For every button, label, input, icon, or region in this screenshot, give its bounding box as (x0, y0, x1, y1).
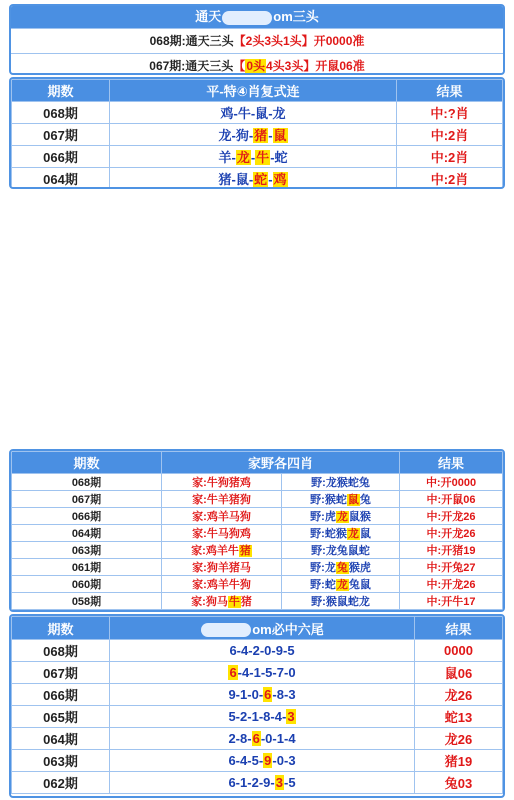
combo-cell (110, 124, 397, 146)
zodiac-text: 家:鸡羊牛狗 (192, 579, 251, 591)
zodiac-text: 家:牛马狗鸡 (192, 528, 251, 540)
table-row (12, 542, 503, 559)
separator: - (247, 753, 252, 768)
separator: - (282, 643, 288, 658)
tail-digit: 5 (265, 665, 273, 680)
zodiac-item: 鼠 (273, 128, 287, 143)
period-cell: 062期 (12, 772, 110, 794)
combo-cell (110, 102, 397, 124)
col-period: 期数 (12, 452, 162, 474)
separator: - (247, 731, 252, 746)
result-cell: 龙26 (415, 728, 503, 750)
tail-digit: 0 (276, 753, 284, 768)
three-heads-row: 067期:通天三头【0头4头3头】开鼠06准 (11, 53, 503, 75)
separator: - (258, 687, 264, 702)
tail-digit: 4 (288, 731, 296, 746)
period-cell: 067期 (12, 662, 110, 684)
tail-digit: 4 (240, 753, 248, 768)
period-cell: 066期 (12, 508, 162, 525)
tail-digit: 2 (251, 775, 259, 790)
separator: - (271, 643, 276, 658)
table-row (12, 559, 503, 576)
zodiac-text: 家:牛狗猪鸡 (192, 477, 251, 489)
period-cell: 066期 (12, 684, 110, 706)
zodiac-highlight: 龙 (347, 528, 359, 540)
tail-digit: 5 (228, 709, 236, 724)
tail-digit: 6 (228, 775, 236, 790)
separator: - (248, 172, 254, 187)
tails-cell (110, 728, 415, 750)
separator: - (237, 665, 243, 680)
separator: - (272, 731, 277, 746)
tail-digit: 6 (228, 753, 236, 768)
tail-digit: 0 (251, 687, 259, 702)
result-cell: 中:开猪19 (400, 542, 503, 559)
period-cell: 067期 (12, 124, 110, 146)
home-cell (162, 542, 282, 559)
separator: - (235, 753, 241, 768)
tail-digit: 4 (242, 665, 250, 680)
separator: - (236, 643, 242, 658)
tail-digit: 3 (275, 775, 283, 790)
table-row (12, 102, 503, 124)
result-cell: 中:开兔27 (400, 559, 503, 576)
table-row (12, 124, 503, 146)
result-cell: 中:开龙26 (400, 576, 503, 593)
zodiac-text: 野:龙 (310, 562, 336, 574)
period-cell: 064期 (12, 525, 162, 542)
zodiac-item: 猪 (254, 128, 268, 143)
separator: - (270, 775, 275, 790)
wild-cell (282, 491, 400, 508)
separator: - (231, 172, 236, 187)
zodiac-text: 家:牛羊猪狗 (192, 494, 251, 506)
zodiac-item: 鼠 (255, 106, 269, 121)
period-cell: 067期 (12, 491, 162, 508)
col-combo: 平-特④肖复式连 (110, 80, 397, 102)
zodiac-highlight: 猪 (239, 545, 251, 557)
zodiac-item: 蛇 (254, 172, 268, 187)
separator: - (272, 687, 277, 702)
period-cell: 064期 (12, 728, 110, 750)
result-cell: 中:开鼠06 (400, 491, 503, 508)
result-cell: 中:开牛17 (400, 593, 503, 610)
tail-digit: 1 (251, 709, 259, 724)
zodiac-text: 野:猴蛇 (310, 494, 347, 506)
tail-digit: 2 (228, 731, 236, 746)
table-header-row (12, 452, 503, 474)
table-row (12, 168, 503, 190)
separator: - (272, 665, 277, 680)
combo-cell (110, 168, 397, 190)
period-cell: 063期 (12, 750, 110, 772)
zodiac-text: 猪 (240, 596, 252, 608)
separator: - (235, 687, 241, 702)
tail-digit: 3 (287, 709, 295, 724)
three-heads-row: 068期:通天三头【2头3头1头】开0000准 (11, 28, 503, 53)
table-row (12, 593, 503, 610)
period-cell: 066期 (12, 146, 110, 168)
home-wild-table (11, 451, 503, 610)
tail-digit: 1 (253, 665, 261, 680)
tail-digit: 4 (241, 643, 249, 658)
separator: - (247, 687, 252, 702)
zodiac-item: 羊 (218, 150, 232, 165)
zodiac-text: 野:龙猴蛇兔 (311, 477, 370, 489)
period-cell: 064期 (12, 168, 110, 190)
result-cell: 中:2肖 (397, 168, 503, 190)
separator: - (259, 643, 265, 658)
result-cell: 中:2肖 (397, 146, 503, 168)
tails-cell (110, 772, 415, 794)
separator: - (247, 775, 252, 790)
separator: - (235, 731, 241, 746)
result-cell: 中:开龙26 (400, 525, 503, 542)
zodiac-highlight: 龙 (336, 579, 348, 591)
zodiac-text: 野:虎 (310, 511, 336, 523)
zodiac-text: 野:蛇 (310, 579, 336, 591)
period-cell: 068期 (12, 102, 110, 124)
period-cell: 060期 (12, 576, 162, 593)
result-cell: 鼠06 (415, 662, 503, 684)
table-row (12, 525, 503, 542)
tail-digit: 8 (276, 687, 284, 702)
tails-cell (110, 662, 415, 684)
zodiac-highlight: 牛 (228, 596, 240, 608)
table-header-row (12, 617, 503, 640)
wild-cell (282, 593, 400, 610)
tail-digit: 2 (240, 709, 248, 724)
separator: - (231, 128, 236, 143)
zodiac-item: 龙 (236, 150, 250, 165)
table-row (12, 772, 503, 794)
table-row (12, 146, 503, 168)
tail-digit: 5 (287, 643, 295, 658)
period-cell: 061期 (12, 559, 162, 576)
zodiac-item: 龙 (272, 106, 286, 121)
home-cell (162, 559, 282, 576)
table-row (12, 640, 503, 662)
separator: - (235, 775, 241, 790)
col-period: 期数 (12, 617, 110, 640)
tails-cell (110, 750, 415, 772)
result-cell: 中:开0000 (400, 474, 503, 491)
home-cell (162, 576, 282, 593)
separator: - (260, 665, 266, 680)
zodiac-item: 鼠 (235, 172, 249, 187)
separator: - (233, 106, 238, 121)
tail-digit: 6 (229, 665, 237, 680)
blurred-text (222, 11, 272, 25)
separator: - (248, 128, 254, 143)
separator: - (249, 665, 254, 680)
wild-cell (282, 474, 400, 491)
six-tails-panel (9, 614, 505, 798)
tail-digit: 2 (252, 643, 260, 658)
tail-digit: 1 (240, 687, 248, 702)
tails-cell (110, 640, 415, 662)
separator: - (250, 150, 256, 165)
table-row (12, 728, 503, 750)
table-row (12, 684, 503, 706)
table-row (12, 474, 503, 491)
tail-digit: 9 (264, 753, 272, 768)
separator: - (283, 753, 289, 768)
home-cell (162, 508, 282, 525)
tail-digit: 9 (228, 687, 236, 702)
home-cell (162, 474, 282, 491)
table-row (12, 491, 503, 508)
six-tails-table (11, 616, 503, 794)
separator: - (270, 709, 275, 724)
zodiac-text: 鼠猴 (348, 511, 371, 523)
col-result: 结果 (415, 617, 503, 640)
period-cell: 065期 (12, 706, 110, 728)
zodiac-text: 鼠 (359, 528, 371, 540)
separator: - (268, 128, 273, 143)
period-cell: 068期 (12, 474, 162, 491)
separator: - (268, 106, 273, 121)
col-result: 结果 (397, 80, 503, 102)
table-row (12, 662, 503, 684)
table-row (12, 750, 503, 772)
zodiac-item: 龙 (218, 128, 232, 143)
col-period: 期数 (12, 80, 110, 102)
result-cell: 龙26 (415, 684, 503, 706)
wild-cell (282, 576, 400, 593)
separator: - (281, 709, 287, 724)
three-heads-panel (9, 4, 505, 75)
blurred-text (201, 623, 251, 637)
zodiac-highlight: 龙 (336, 511, 348, 523)
zodiac-text: 猴虎 (348, 562, 371, 574)
home-cell (162, 593, 282, 610)
combo-cell (110, 146, 397, 168)
tail-digit: 3 (288, 753, 296, 768)
separator: - (235, 709, 241, 724)
period-cell: 058期 (12, 593, 162, 610)
separator: - (283, 687, 289, 702)
tail-digit: 1 (240, 775, 248, 790)
separator: - (248, 643, 253, 658)
tail-digit: 0 (288, 665, 296, 680)
separator: - (258, 709, 264, 724)
tail-digit: 5 (251, 753, 259, 768)
wild-cell (282, 508, 400, 525)
zodiac-text: 家:狗羊猪马 (192, 562, 251, 574)
separator: - (283, 665, 289, 680)
tail-digit: 6 (264, 687, 272, 702)
period-cell: 068期 (12, 640, 110, 662)
zodiac-text: 家:鸡羊牛 (191, 545, 239, 557)
result-cell: 蛇13 (415, 706, 503, 728)
separator: - (231, 150, 236, 165)
result-cell: 中:2肖 (397, 124, 503, 146)
zodiac-item: 牛 (256, 150, 270, 165)
zodiac-text: 野:龙兔鼠蛇 (311, 545, 370, 557)
wild-cell (282, 559, 400, 576)
zodiac-item: 猪 (218, 172, 232, 187)
wild-cell (282, 542, 400, 559)
result-cell: 兔03 (415, 772, 503, 794)
tails-cell (110, 706, 415, 728)
title-right: om三头 (273, 9, 319, 24)
table-row (12, 706, 503, 728)
zodiac-text: 野:蛇猴 (310, 528, 347, 540)
result-cell: 猪19 (415, 750, 503, 772)
separator: - (260, 731, 266, 746)
col-home-wild: 家野各四肖 (162, 452, 400, 474)
col-six-tails: om必中六尾 (110, 617, 415, 640)
separator: - (258, 753, 264, 768)
separator: - (283, 731, 289, 746)
tail-digit: 9 (275, 643, 283, 658)
col-result: 结果 (400, 452, 503, 474)
zodiac-item: 蛇 (274, 150, 288, 165)
result-cell: 0000 (415, 640, 503, 662)
tail-digit: 4 (274, 709, 282, 724)
result-cell: 中:?肖 (397, 102, 503, 124)
three-heads-title (11, 6, 503, 28)
title-left: 通天 (195, 9, 222, 24)
zodiac-text: 兔鼠 (348, 579, 371, 591)
separator: - (268, 172, 273, 187)
zodiac-item: 鸡 (220, 106, 234, 121)
table-row (12, 576, 503, 593)
tail-digit: 0 (265, 731, 273, 746)
separator: - (270, 150, 275, 165)
separator: - (250, 106, 256, 121)
tail-digit: 0 (264, 643, 272, 658)
result-cell: 中:开龙26 (400, 508, 503, 525)
zodiac-text: 家:鸡羊马狗 (192, 511, 251, 523)
zodiac-item: 牛 (237, 106, 251, 121)
separator: - (258, 775, 264, 790)
zodiac-combo-table (11, 79, 503, 189)
table-header-row (12, 80, 503, 102)
home-cell (162, 491, 282, 508)
zodiac-text: 兔 (359, 494, 371, 506)
wild-cell (282, 525, 400, 542)
tail-digit: 9 (263, 775, 271, 790)
zodiac-text: 家:狗马 (191, 596, 228, 608)
tail-digit: 5 (288, 775, 296, 790)
zodiac-highlight: 鼠 (347, 494, 359, 506)
home-wild-panel (9, 449, 505, 612)
tails-cell (110, 684, 415, 706)
zodiac-item: 狗 (235, 128, 249, 143)
home-cell (162, 525, 282, 542)
zodiac-combo-panel (9, 77, 505, 189)
period-cell: 063期 (12, 542, 162, 559)
separator: - (283, 775, 289, 790)
zodiac-text: 野:猴鼠蛇龙 (311, 596, 370, 608)
tail-digit: 7 (276, 665, 284, 680)
zodiac-item: 鸡 (273, 172, 287, 187)
tail-digit: 8 (263, 709, 271, 724)
table-row (12, 508, 503, 525)
tail-digit: 1 (276, 731, 284, 746)
separator: - (272, 753, 277, 768)
tail-digit: 6 (252, 731, 260, 746)
zodiac-highlight: 兔 (336, 562, 348, 574)
separator: - (247, 709, 252, 724)
tail-digit: 8 (240, 731, 248, 746)
tail-digit: 3 (288, 687, 296, 702)
tail-digit: 6 (229, 643, 237, 658)
